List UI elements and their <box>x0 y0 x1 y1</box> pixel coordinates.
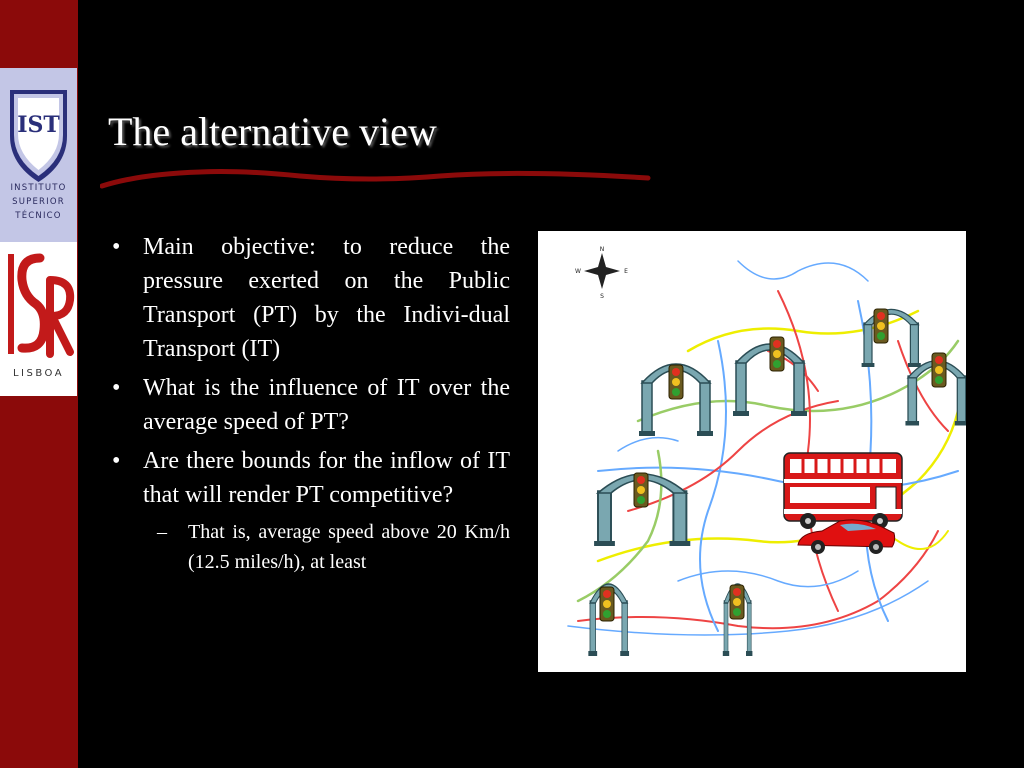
isr-logo-subtitle: LISBOA <box>12 368 65 379</box>
slide-title: The alternative view <box>108 109 437 154</box>
svg-text:IST: IST <box>17 112 60 138</box>
gate-arch-icon <box>639 364 713 436</box>
bullet-item <box>112 444 510 512</box>
ist-logo <box>0 68 77 242</box>
bullet-marker: • <box>112 375 121 401</box>
isr-logo <box>0 242 77 396</box>
map-roads <box>568 261 958 635</box>
gate-arch-icon <box>733 337 807 416</box>
sidebar <box>0 0 78 768</box>
ist-logo-line-2: SUPERIOR <box>12 197 65 207</box>
compass-n-label: N <box>599 246 605 253</box>
sub-bullet-marker: – <box>157 521 167 543</box>
sub-bullet-text: That is, average speed above 20 Km/h (12.5 miles/h), at least <box>188 521 510 573</box>
sub-bullet-item <box>112 517 510 577</box>
ist-logo-line-1: INSTITUTO <box>10 183 67 193</box>
gate-arch-icon <box>862 309 921 367</box>
bullet-marker: • <box>112 448 121 474</box>
compass-e-label: E <box>624 268 628 275</box>
ist-shield-icon <box>0 74 77 184</box>
bullet-text: What is the influence of IT over the average speed of PT? <box>143 375 510 435</box>
bullet-marker: • <box>112 234 121 260</box>
compass-rose-icon <box>575 246 628 300</box>
isr-mark-icon <box>0 244 77 364</box>
title-underline <box>100 164 652 192</box>
bullet-item <box>112 230 510 366</box>
gate-arch-icon <box>594 473 690 546</box>
compass-s-label: S <box>600 293 604 300</box>
bullet-text: Are there bounds for the inflow of IT that will render PT competitive? <box>143 448 510 508</box>
compass-w-label: W <box>575 268 581 275</box>
bullet-item <box>112 371 510 439</box>
gate-arch-icon <box>588 584 629 656</box>
ist-logo-line-3: TÉCNICO <box>15 211 62 221</box>
double-decker-bus-icon <box>784 453 902 529</box>
transport-map-illustration <box>538 231 966 672</box>
bullet-list <box>112 230 510 577</box>
gate-arch-icon <box>723 584 753 656</box>
bullet-text: Main objective: to reduce the pressure exerted on the Public Transport (PT) by the Indivi-dual Transport (IT) <box>143 234 510 362</box>
